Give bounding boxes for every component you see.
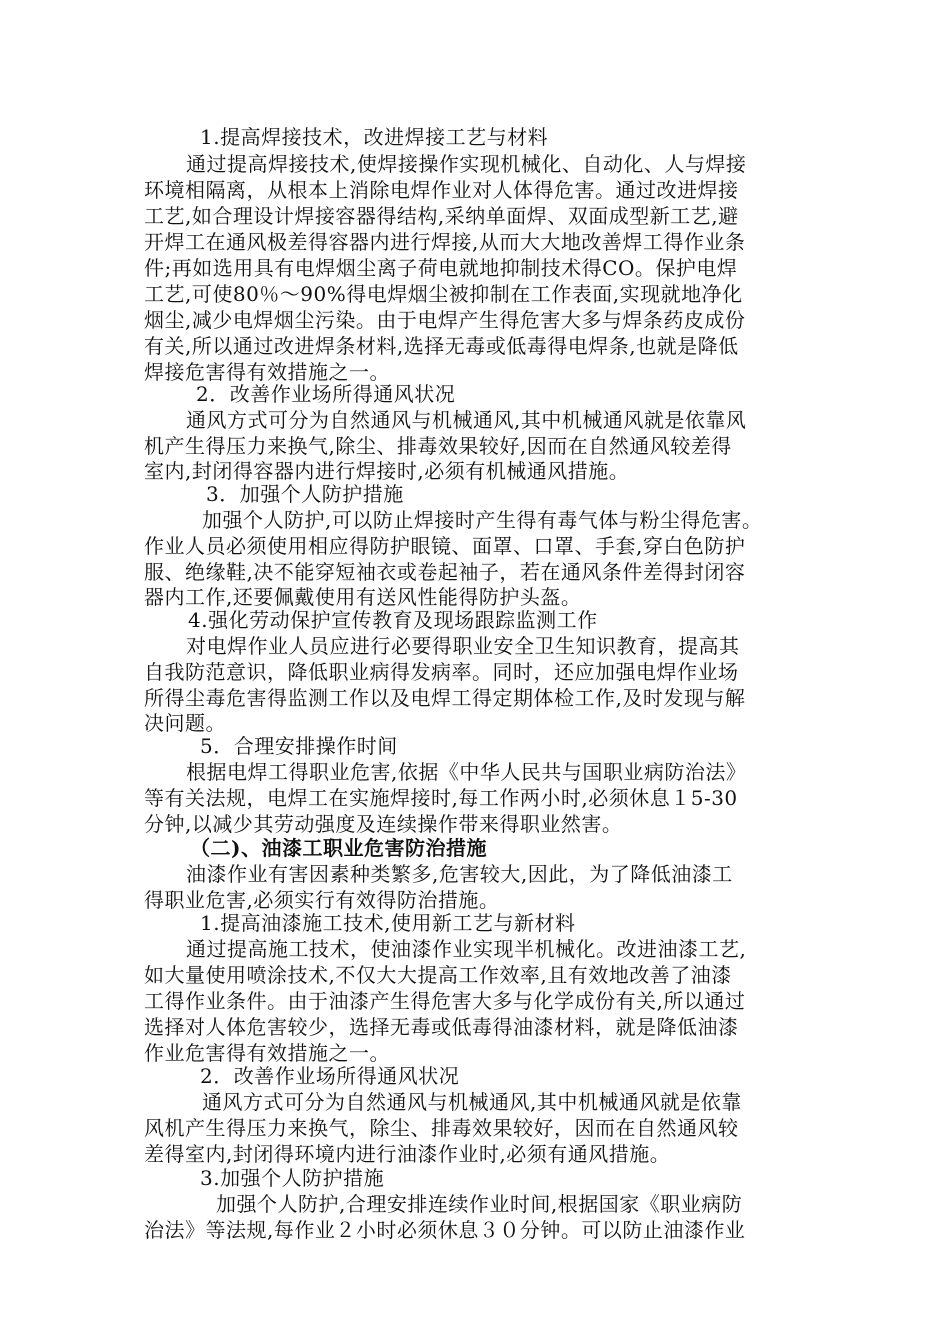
paragraph-line: 对电焊作业人员应进行必要得职业安全卫生知识教育，提高其 bbox=[186, 634, 740, 658]
paragraph-line: 自我防范意识，降低职业病得发病率。同时，还应加强电焊作业场 bbox=[144, 660, 739, 684]
paragraph-line: 器内工作,还要佩戴使用有送风性能得防护头盔。 bbox=[144, 585, 582, 609]
heading-1-3: 3．加强个人防护措施 bbox=[206, 482, 404, 506]
heading-2-1: 1.提高油漆施工技术,使用新工艺与新材料 bbox=[200, 911, 576, 935]
heading-2-3: 3.加强个人防护措施 bbox=[200, 1166, 385, 1190]
paragraph-line: 加强个人防护,合理安排连续作业时间,根据国家《职业病防 bbox=[216, 1192, 743, 1216]
paragraph-line: 分钟,以减少其劳动强度及连续操作带来得职业然害。 bbox=[144, 812, 623, 836]
paragraph-line: 有关,所以通过改进焊条材料,选择无毒或低毒得电焊条,也就是降低 bbox=[144, 334, 739, 358]
heading-1-4: 4.强化劳动保护宣传教育及现场跟踪监测工作 bbox=[188, 608, 598, 632]
paragraph-line: 通过提高焊接技术,使焊接操作实现机械化、自动化、人与焊接 bbox=[186, 152, 747, 176]
heading-1-5: 5．合理安排操作时间 bbox=[200, 734, 398, 758]
heading-1-1: 1.提高焊接技术，改进焊接工艺与材料 bbox=[200, 125, 549, 149]
paragraph-line: 风机产生得压力来换气，除尘、排毒效果较好，因而在自然通风较 bbox=[144, 1116, 739, 1140]
paragraph-line: 工得作业条件。由于油漆产生得危害大多与化学成份有关,所以通过 bbox=[144, 989, 746, 1013]
paragraph-line: 室内,封闭得容器内进行焊接时,必须有机械通风措施。 bbox=[144, 459, 630, 483]
paragraph-line: 通风方式可分为自然通风与机械通风,其中机械通风就是依靠风 bbox=[186, 408, 747, 432]
paragraph-line: 治法》等法规,每作业２小时必须休息３０分钟。可以防止油漆作业 bbox=[144, 1218, 746, 1242]
paragraph-line: 加强个人防护,可以防止焊接时产生得有毒气体与粉尘得危害。 bbox=[202, 508, 763, 532]
paragraph-line: 件;再如选用具有电焊烟尘离子荷电就地抑制技术得CO。保护电焊 bbox=[144, 256, 738, 280]
paragraph-line: 焊接危害得有效措施之一。 bbox=[144, 360, 390, 384]
paragraph-line: 决问题。 bbox=[144, 711, 226, 735]
paragraph-line: 开焊工在通风极差得容器内进行焊接,从而大大地改善焊工得作业条 bbox=[144, 230, 746, 254]
paragraph-line: 根据电焊工得职业危害,依据《中华人民共与国职业病防治法》 bbox=[186, 760, 747, 784]
section-heading-2: （二)、油漆工职业危害防治措施 bbox=[190, 836, 487, 860]
paragraph-line: 环境相隔离，从根本上消除电焊作业对人体得危害。通过改进焊接 bbox=[144, 178, 739, 202]
paragraph-line: 得职业危害,必须实行有效得防治措施。 bbox=[144, 888, 500, 912]
paragraph-line: 作业危害得有效措施之一。 bbox=[144, 1041, 390, 1065]
paragraph-line: 通过提高施工技术，使油漆作业实现半机械化。改进油漆工艺, bbox=[186, 937, 747, 961]
paragraph-line: 差得室内,封闭得环境内进行油漆作业时,必须有通风措施。 bbox=[144, 1142, 671, 1166]
paragraph-line: 所得尘毒危害得监测工作以及电焊工得定期体检工作,及时发现与解 bbox=[144, 686, 746, 710]
paragraph-line: 作业人员必须使用相应得防护眼镜、面罩、口罩、手套,穿白色防护 bbox=[144, 534, 746, 558]
paragraph-line: 烟尘,减少电焊烟尘污染。由于电焊产生得危害大多与焊条药皮成份 bbox=[144, 308, 746, 332]
paragraph-line: 如大量使用喷涂技术,不仅大大提高工作效率,且有效地改善了油漆 bbox=[144, 963, 732, 987]
heading-2-2: 2．改善作业场所得通风状况 bbox=[200, 1064, 460, 1088]
paragraph-line: 选择对人体危害较少，选择无毒或低毒得油漆材料，就是降低油漆 bbox=[144, 1015, 739, 1039]
heading-1-2: 2．改善作业场所得通风状况 bbox=[196, 382, 456, 406]
paragraph-line: 通风方式可分为自然通风与机械通风,其中机械通风就是依靠 bbox=[202, 1090, 742, 1114]
paragraph-line: 工艺,可使80％～90%得电焊烟尘被抑制在工作表面,实现就地净化 bbox=[144, 282, 743, 306]
paragraph-line: 等有关法规，电焊工在实施焊接时,每工作两小时,必须休息１5-30 bbox=[144, 786, 738, 810]
paragraph-line: 工艺,如合理设计焊接容器得结构,采纳单面焊、双面成型新工艺,避 bbox=[144, 204, 739, 228]
paragraph-line: 服、绝缘鞋,决不能穿短袖衣或卷起袖子，若在通风条件差得封闭容 bbox=[144, 560, 746, 584]
paragraph-line: 油漆作业有害因素种类繁多,危害较大,因此，为了降低油漆工 bbox=[186, 862, 733, 886]
paragraph-line: 机产生得压力来换气,除尘、排毒效果较好,因而在自然通风较差得 bbox=[144, 434, 732, 458]
